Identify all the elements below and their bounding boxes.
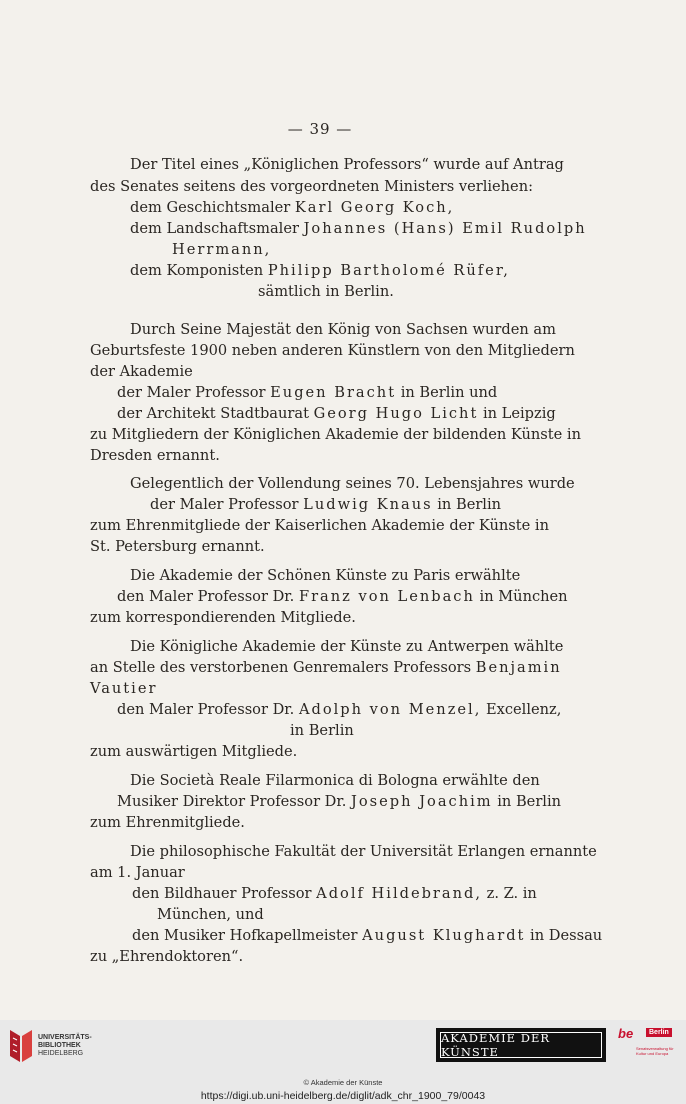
- text-line: Die Società Reale Filarmonica di Bologna erwählte den: [130, 772, 540, 789]
- text-line: Dresden ernannt.: [90, 447, 220, 464]
- text-line: [130, 155, 564, 175]
- text-line: [132, 926, 602, 946]
- text-span: dem Landschaftsmaler: [130, 220, 304, 237]
- text-line: [117, 587, 568, 607]
- person-name: Herrmann,: [172, 241, 272, 258]
- text-span: der Architekt Stadtbaurat: [117, 405, 314, 422]
- text-span: in Berlin: [492, 793, 562, 810]
- senate-department-label: Senatsverwaltung für Kultur und Europa: [636, 1046, 674, 1056]
- text-line: Die Königliche Akademie der Künste zu Antwerpen wählte: [130, 638, 564, 655]
- person-name: Philipp Bartholomé Rüfer,: [267, 262, 510, 279]
- person-name: Georg Hugo Licht: [313, 405, 479, 422]
- text-span: dem Geschichtsmaler: [130, 199, 295, 216]
- text-span: in Dessau: [525, 927, 603, 944]
- text-span: in Berlin und: [396, 384, 498, 401]
- text-line: Gelegentlich der Vollendung seines 70. Lebensjahres wurde: [130, 475, 575, 492]
- person-name: Ludwig Knaus: [303, 496, 433, 513]
- university-library-name: [38, 1034, 92, 1058]
- text-line: [130, 261, 510, 281]
- text-line: [150, 495, 501, 515]
- berlin-senate-logo[interactable]: [618, 1026, 678, 1066]
- library-name-line: UNIVERSITÄTS-: [38, 1034, 92, 1041]
- text-span: z. Z. in: [482, 885, 537, 902]
- text-line: Durch Seine Majestät den König von Sachsen wurden am: [130, 321, 556, 338]
- text-span: Excellenz,: [481, 701, 562, 718]
- text-span: in Leipzig: [478, 405, 556, 422]
- university-library-logo[interactable]: [8, 1028, 92, 1068]
- text-line: zum Ehrenmitgliede der Kaiserlichen Akademie der Künste in: [90, 517, 549, 534]
- text-span: der Maler Professor: [150, 496, 304, 513]
- person-name: Joseph Joachim: [351, 793, 493, 810]
- text-line: des Senates seitens des vorgeordneten Ministers verliehen:: [90, 178, 534, 195]
- person-name: August Klughardt: [362, 927, 526, 944]
- text-line: zum auswärtigen Mitgliede.: [90, 743, 298, 760]
- text-line: St. Petersburg ernannt.: [90, 538, 265, 555]
- text-line: zum korrespondierenden Mitgliede.: [90, 609, 356, 626]
- text-line: zum Ehrenmitgliede.: [90, 814, 245, 831]
- text-span: den Maler Professor Dr.: [117, 701, 299, 718]
- text-line: Die philosophische Fakultät der Universität Erlangen ernannte: [130, 843, 597, 860]
- person-name: Benjamin: [475, 659, 562, 676]
- person-name: Johannes (Hans) Emil Rudolph: [303, 220, 587, 237]
- text-line: [130, 198, 454, 218]
- library-emblem-icon: [8, 1028, 34, 1064]
- person-name: Franz von Lenbach: [298, 588, 475, 605]
- text-span: an Stelle des verstorbenen Genremalers Professors: [90, 659, 476, 676]
- text-line: zu Mitgliedern der Königlichen Akademie der bildenden Künste in: [90, 426, 581, 443]
- text-line: [117, 404, 556, 424]
- text-line: [117, 700, 561, 720]
- text-line: [90, 658, 562, 678]
- footer-bar: [0, 1020, 686, 1104]
- text-span: Der Titel eines „Königlichen Professors“ wurde auf Antrag: [130, 156, 564, 173]
- person-name: Eugen Bracht: [270, 384, 397, 401]
- copyright-notice: © Akademie der Künste: [303, 1078, 383, 1087]
- berlin-be-mark: be: [618, 1026, 634, 1041]
- library-name-line: HEIDELBERG: [38, 1050, 84, 1057]
- text-line: sämtlich in Berlin.: [258, 283, 394, 300]
- text-line: am 1. Januar: [90, 864, 185, 881]
- text-line: München, und: [157, 906, 264, 923]
- text-line: zu „Ehrendoktoren“.: [90, 948, 244, 965]
- text-line: [132, 884, 537, 904]
- text-span: den Bildhauer Professor: [132, 885, 317, 902]
- text-line: Geburtsfeste 1900 neben anderen Künstlern von den Mitgliedern: [90, 342, 575, 359]
- text-span: Musiker Direktor Professor Dr.: [117, 793, 352, 810]
- akademie-logo-label: AKADEMIE DER KÜNSTE: [440, 1032, 602, 1058]
- permalink-url[interactable]: https://digi.ub.uni-heidelberg.de/diglit/adk_chr_1900_79/0043: [200, 1090, 486, 1102]
- text-span: den Musiker Hofkapellmeister: [132, 927, 363, 944]
- text-span: der Maler Professor: [117, 384, 271, 401]
- berlin-label: Berlin: [646, 1028, 672, 1037]
- text-line: [117, 792, 561, 812]
- text-line: in Berlin: [290, 722, 354, 739]
- text-span: in Berlin: [432, 496, 502, 513]
- person-name: Vautier: [90, 680, 158, 697]
- person-name: Adolph von Menzel,: [298, 701, 482, 718]
- text-span: in München: [474, 588, 568, 605]
- text-span: dem Komponisten: [130, 262, 268, 279]
- text-line: [130, 219, 587, 239]
- text-line: der Akademie: [90, 363, 193, 380]
- person-name: Adolf Hildebrand,: [316, 885, 482, 902]
- library-name-line: BIBLIOTHEK: [38, 1042, 81, 1049]
- text-span: den Maler Professor Dr.: [117, 588, 299, 605]
- person-name: Karl Georg Koch,: [294, 199, 455, 216]
- text-line: [117, 383, 497, 403]
- akademie-der-kuenste-logo[interactable]: [436, 1028, 606, 1062]
- page-number: — 39 —: [287, 120, 353, 138]
- text-line: Die Akademie der Schönen Künste zu Paris erwählte: [130, 567, 521, 584]
